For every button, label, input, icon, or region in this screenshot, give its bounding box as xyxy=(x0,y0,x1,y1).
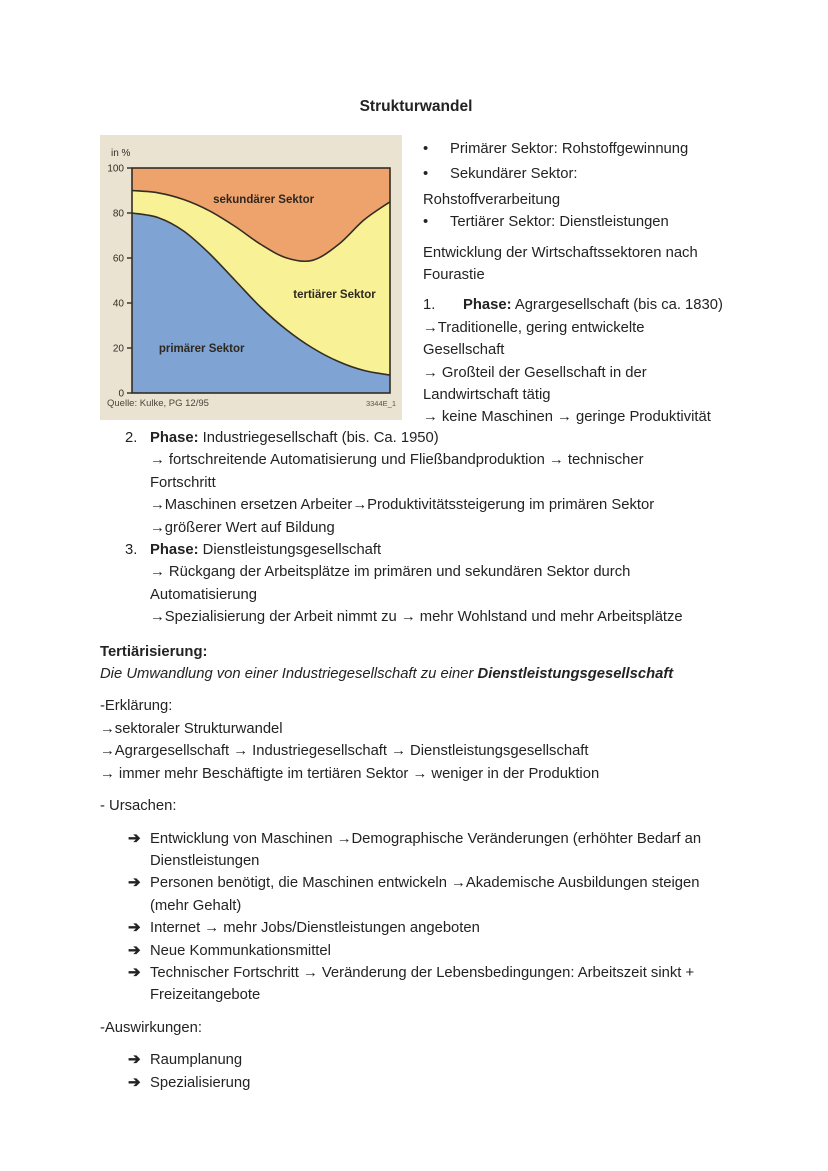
arrow-bullet-icon: ➔ xyxy=(128,830,141,847)
bullet-text: Rohstoffverarbeitung xyxy=(423,191,561,208)
phase-item xyxy=(125,539,732,629)
arrow-item-text: Freizeitangebote xyxy=(150,987,261,1004)
phase-line: →größerer Wert auf Bildung xyxy=(150,519,335,536)
arrow-item-text: Entwicklung von Maschinen →Demographische Veränderungen (erhöhter Bedarf an xyxy=(150,830,702,847)
arrow-item-text: Spezialisierung xyxy=(150,1074,251,1091)
chart-figure-id: 3344E_1 xyxy=(365,398,396,408)
arrow-bullet-icon: ➔ xyxy=(128,875,141,892)
bullet-marker: • xyxy=(423,214,429,231)
arrow-list-item xyxy=(128,1049,732,1071)
chart-source: Quelle: Kulke, PG 12/95 xyxy=(107,397,209,409)
sector-label: primärer Sektor xyxy=(158,343,245,355)
phase-number: 2. xyxy=(125,430,138,446)
arrow-list-item xyxy=(128,828,732,850)
y-axis-unit-label: in % xyxy=(111,148,131,159)
arrow-list-item xyxy=(128,850,732,872)
arrow-list-item xyxy=(128,940,732,962)
auswirkungen-label: -Auswirkungen: xyxy=(100,1019,202,1036)
definition-text: Die Umwandlung von einer Industriegesellschaft zu einer xyxy=(100,666,478,683)
sector-chart-figure xyxy=(100,135,402,420)
phase-line: → fortschreitende Automatisierung und Fließbandproduktion → technischer xyxy=(150,452,644,469)
y-tick-label: 20 xyxy=(112,343,124,355)
tertiarisierung-definition xyxy=(100,663,732,685)
arrow-list-item xyxy=(128,1072,732,1094)
page-title: Strukturwandel xyxy=(359,98,473,115)
phase-line: → keine Maschinen → geringe Produktivität xyxy=(423,409,711,426)
arrow-bullet-icon xyxy=(128,895,150,917)
phase-line: → Rückgang der Arbeitsplätze im primären und sekundären Sektor durch xyxy=(150,564,631,581)
y-tick-label: 40 xyxy=(112,298,124,310)
auswirkungen-list xyxy=(128,1049,732,1094)
bullet-text: Tertiärer Sektor: Dienstleistungen xyxy=(450,214,669,231)
arrow-list-item xyxy=(128,895,732,917)
arrow-item-text: Neue Kommunkationsmittel xyxy=(150,942,331,959)
phase-heading xyxy=(125,427,732,449)
ursachen-label: - Ursachen: xyxy=(100,798,177,815)
arrow-list-item xyxy=(128,984,732,1006)
intro-paragraph xyxy=(423,242,732,287)
y-tick-label: 0 xyxy=(118,388,124,399)
arrow-item-text: Dienstleistungen xyxy=(150,852,260,869)
arrow-bullet-icon: ➔ xyxy=(128,1052,141,1069)
arrow-item-text: Technischer Fortschritt → Veränderung der Lebensbedingungen: Arbeitszeit sinkt + xyxy=(150,964,695,981)
arrow-item-text: Raumplanung xyxy=(150,1052,243,1069)
arrow-bullet-icon: ➔ xyxy=(128,964,141,981)
bullet-item xyxy=(423,189,732,211)
phase-title: Agrargesellschaft (bis ca. 1830) xyxy=(511,297,723,314)
y-tick-label: 80 xyxy=(112,208,124,220)
bullet-item xyxy=(423,138,732,160)
phase-heading xyxy=(125,539,732,561)
y-tick-label: 100 xyxy=(107,163,124,175)
erklaerung-line: →Agrargesellschaft → Industriegesellschaft → Dienstleistungsgesellschaft xyxy=(100,743,589,760)
phase-line: →Traditionelle, gering entwickelte xyxy=(423,319,645,336)
arrow-list-item xyxy=(128,917,732,939)
arrow-item-text: Personen benötigt, die Maschinen entwickeln →Akademische Ausbildungen steigen xyxy=(150,875,700,892)
phase-line: Fortschritt xyxy=(150,474,216,491)
erklaerung-line: →sektoraler Strukturwandel xyxy=(100,720,283,737)
erklaerung-line: → immer mehr Beschäftigte im tertiären Sektor → weniger in der Produktion xyxy=(100,765,600,782)
phase-line: → Großteil der Gesellschaft in der xyxy=(423,364,647,381)
phase-1 xyxy=(423,294,732,428)
arrow-list-item xyxy=(128,872,732,894)
bullet-item xyxy=(423,163,732,185)
phase-heading xyxy=(423,294,732,316)
phase-label: Phase: xyxy=(150,542,199,559)
document-content xyxy=(100,96,732,1094)
arrow-bullet-icon: ➔ xyxy=(128,942,141,959)
arrow-item-text: (mehr Gehalt) xyxy=(150,897,242,914)
intro-line: Entwicklung der Wirtschaftssektoren nach xyxy=(423,244,698,261)
phases-2-3 xyxy=(125,427,732,629)
sector-label: tertiärer Sektor xyxy=(293,289,376,301)
erklaerung-label: -Erklärung: xyxy=(100,698,173,715)
phase-line: →Maschinen ersetzen Arbeiter→Produktivitätssteigerung im primären Sektor xyxy=(150,497,655,514)
phase-line: Gesellschaft xyxy=(423,342,505,359)
tertiarisierung-heading: Tertiärisierung: xyxy=(100,643,208,660)
erklaerung-lines xyxy=(100,718,732,785)
arrow-bullet-icon: ➔ xyxy=(128,1074,141,1091)
arrow-bullet-icon: ➔ xyxy=(128,920,141,937)
phase-item xyxy=(125,427,732,539)
sector-bullets xyxy=(423,138,732,234)
bullet-item xyxy=(423,211,732,233)
notes-column xyxy=(423,135,732,426)
y-tick-label: 60 xyxy=(112,253,124,265)
phase-label: Phase: xyxy=(463,297,512,314)
arrow-bullet-icon xyxy=(128,984,150,1006)
phase-line: Landwirtschaft tätig xyxy=(423,387,551,404)
phase-title: Industriegesellschaft (bis. Ca. 1950) xyxy=(198,430,439,446)
intro-line: Fourastie xyxy=(423,267,485,284)
phase-number: 3. xyxy=(125,542,138,559)
chart-caption xyxy=(107,393,396,415)
arrow-list-item xyxy=(128,962,732,984)
stacked-area-chart xyxy=(100,135,402,399)
arrow-item-text: Internet → mehr Jobs/Dienstleistungen angeboten xyxy=(150,920,480,937)
ursachen-list xyxy=(128,828,732,1007)
bullet-marker: • xyxy=(423,166,429,183)
bullet-marker: • xyxy=(423,141,429,157)
phase-title: Dienstleistungsgesellschaft xyxy=(198,542,382,559)
phase-line: →Spezialisierung der Arbeit nimmt zu → mehr Wohlstand und mehr Arbeitsplätze xyxy=(150,609,683,626)
figure-and-notes-row xyxy=(100,135,732,426)
bullet-text: Primärer Sektor: Rohstoffgewinnung xyxy=(450,141,689,157)
bullet-text: Sekundärer Sektor: xyxy=(450,166,578,183)
definition-bold-term: Dienstleistungsgesellschaft xyxy=(477,666,674,683)
phase-label: Phase: xyxy=(150,430,199,446)
phase-number: 1. xyxy=(423,297,436,314)
sector-label: sekundärer Sektor xyxy=(213,193,315,206)
arrow-bullet-icon xyxy=(128,850,150,872)
phase-line: Automatisierung xyxy=(150,586,257,603)
